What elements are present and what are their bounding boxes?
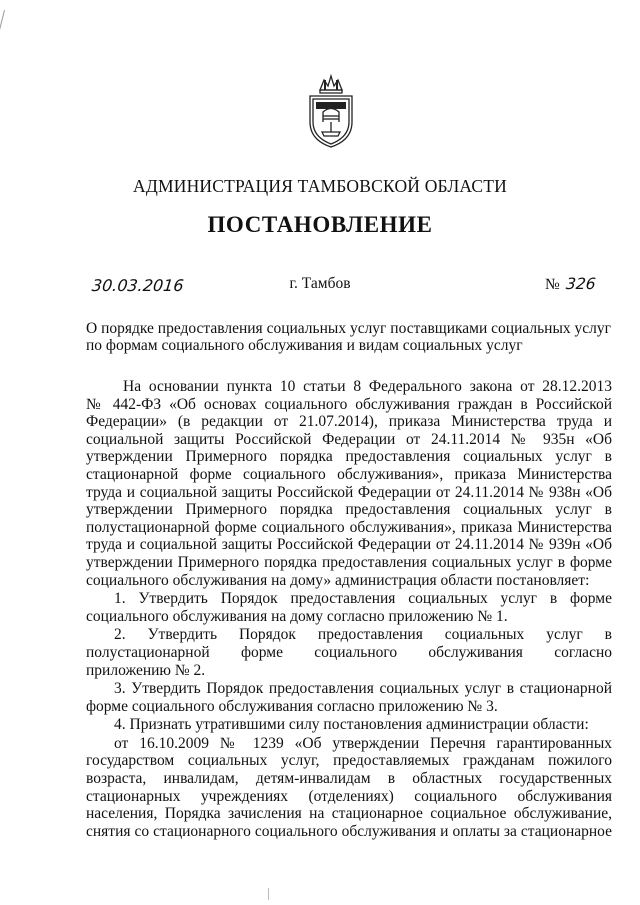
document-number-value: 326 xyxy=(564,275,597,293)
document-city: г. Тамбов xyxy=(289,275,351,292)
document-number xyxy=(545,275,595,294)
body-line: государством социальных услуг, предоставляемых гражданам пожилого xyxy=(86,752,612,770)
body-line: 2. Утвердить Порядок предоставления социальных услуг в xyxy=(114,626,612,644)
body-line: 4. Признать утратившими силу постановления администрации области: xyxy=(114,716,589,734)
scan-artifact-line xyxy=(0,10,5,78)
document-type-title: ПОСТАНОВЛЕНИЕ xyxy=(207,212,433,237)
body-line: стационарной форме социального обслуживания», приказа Министерства xyxy=(86,465,612,483)
body-line: утверждении Примерного порядка предоставления социальных услуг в форме xyxy=(86,553,612,571)
body-line: от 16.10.2009 № 1239 «Об утверждении Перечня гарантированных xyxy=(114,734,612,752)
body-line: социального обслуживания на дому согласно приложению № 1. xyxy=(86,607,508,625)
organization-name: АДМИНИСТРАЦИЯ ТАМБОВСКОЙ ОБЛАСТИ xyxy=(133,176,507,196)
body-line: социальной защиты Российской Федерации от 24.11.2014 № 935н «Об xyxy=(86,430,612,448)
body-line: снятия со стационарного социального обслуживания и оплаты за стационарное xyxy=(86,822,612,840)
body-line: стационарных учреждениях (отделениях) социального обслуживания xyxy=(86,787,612,805)
document-body xyxy=(86,378,612,840)
subject-line: по формам социального обслуживания и видам социальных услуг xyxy=(86,337,523,354)
body-line: 1. Утвердить Порядок предоставления социальных услуг в форме xyxy=(114,590,612,608)
body-line: труда и социальной защиты Российской Федерации от 24.11.2014 № 939н «Об xyxy=(86,536,612,554)
body-line: Федерации» (в редакции от 21.07.2014), приказа Министерства труда и xyxy=(86,413,612,431)
body-line: полустационарной форме социального обслуживания согласно xyxy=(86,643,612,661)
document-number-prefix: № xyxy=(545,276,560,293)
body-line: приложению № 2. xyxy=(86,661,206,679)
body-line: полустационарной форме социального обслуживания», приказа Министерства xyxy=(86,518,612,536)
coat-of-arms-emblem xyxy=(300,72,362,150)
document-subject xyxy=(86,320,626,354)
document-date: 30.03.2016 xyxy=(91,276,185,295)
subject-line: О порядке предоставления социальных услуг поставщиками социальных услуг xyxy=(86,320,611,337)
body-line: труда и социальной защиты Российской Федерации от 24.11.2014 № 938н «Об xyxy=(86,483,612,501)
body-line: утверждении Примерного порядка предоставления социальных услуг в xyxy=(86,448,612,466)
body-line: населения, Порядка зачисления на стационарное социальное обслуживание, xyxy=(86,805,612,823)
body-line: социального обслуживания на дому» администрация области постановляет: xyxy=(86,571,590,589)
body-line: На основании пункта 10 статьи 8 Федерального закона от 28.12.2013 xyxy=(123,378,612,395)
body-line: утверждении Примерного порядка предоставления социальных услуг в xyxy=(86,501,612,519)
scan-artifact-mark xyxy=(268,888,269,900)
body-line: возраста, инвалидам, детям-инвалидам в областных государственных xyxy=(86,770,612,788)
body-line: 3. Утвердить Порядок предоставления социальных услуг в стационарной xyxy=(114,680,612,698)
body-line: форме социального обслуживания согласно приложению № 3. xyxy=(86,697,498,715)
body-line: № 442-ФЗ «Об основах социального обслуживания граждан в Российской xyxy=(86,395,612,413)
